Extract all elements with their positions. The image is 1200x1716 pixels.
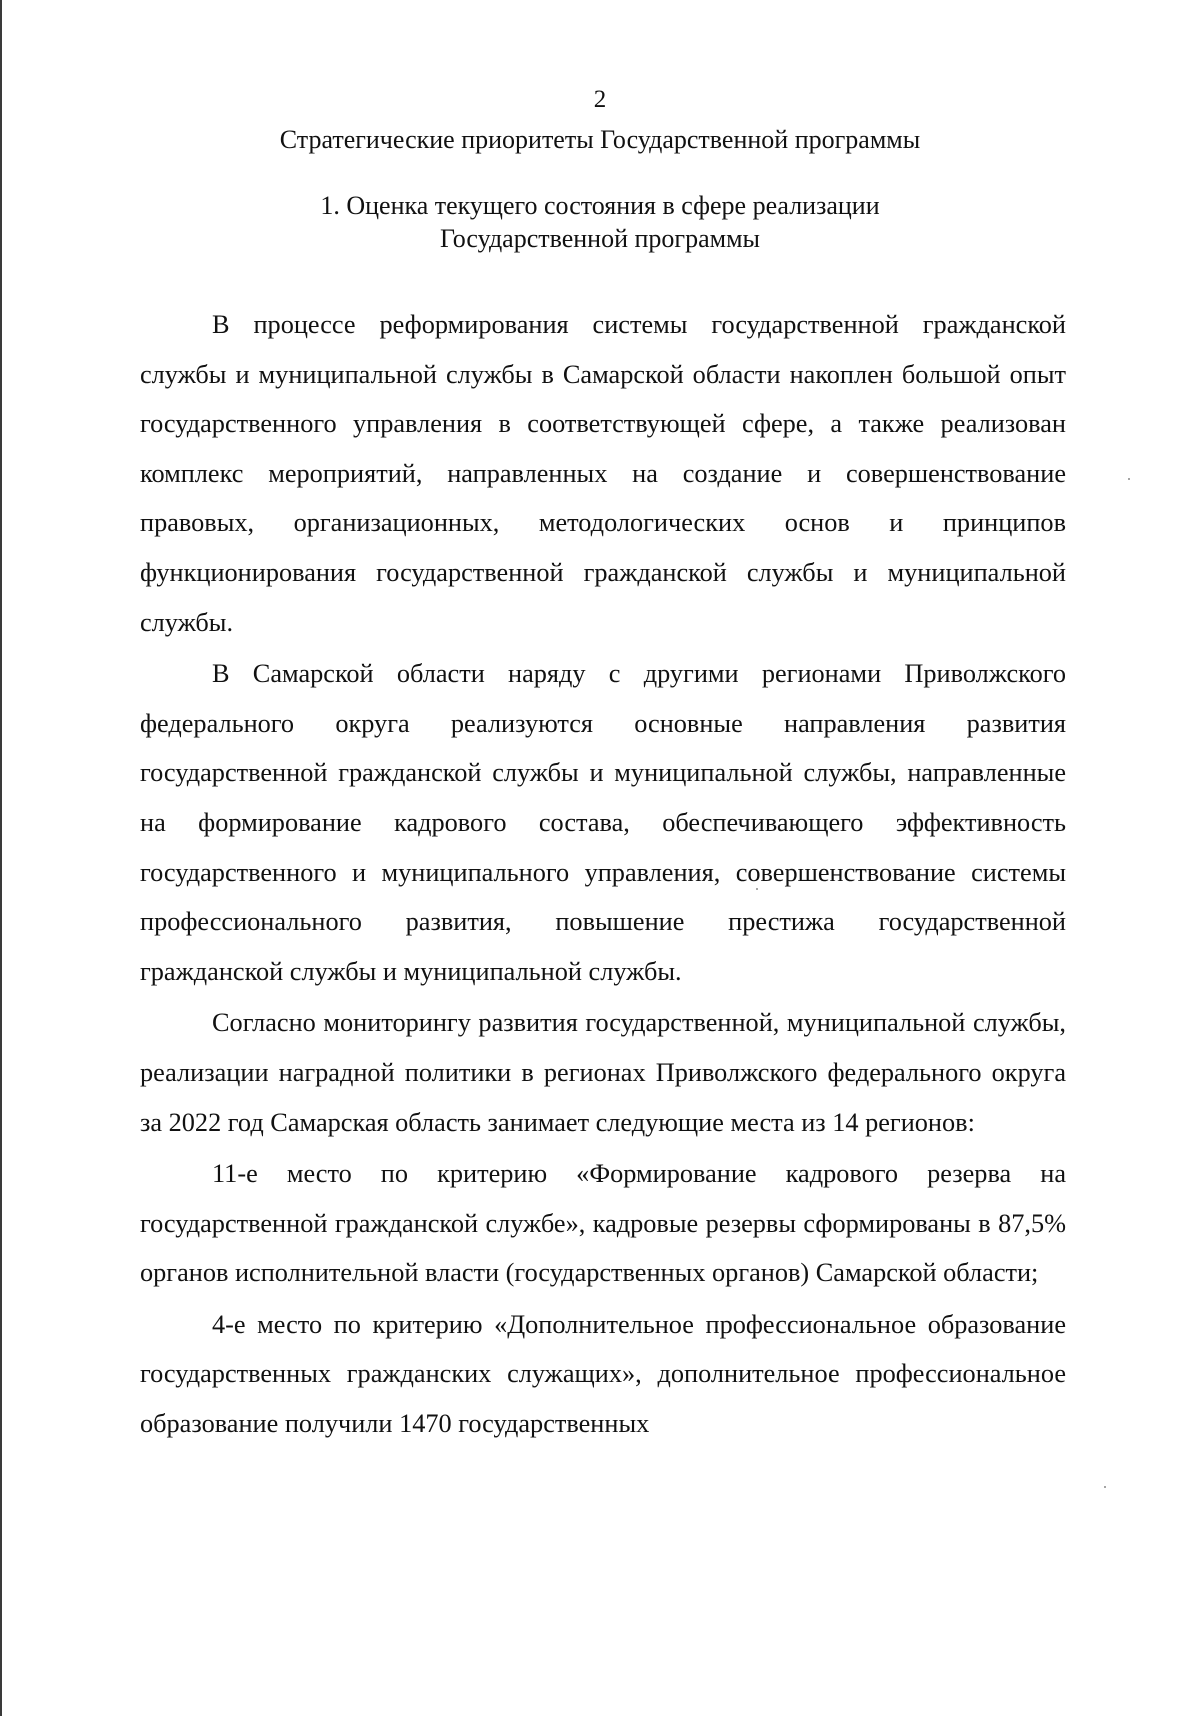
scan-edge: [0, 0, 2, 1716]
section-heading-line: Государственной программы: [439, 224, 761, 253]
section-heading-line: 1. Оценка текущего состояния в сфере реализации: [320, 191, 880, 220]
document-title: Стратегические приоритеты Государственной программы: [279, 125, 921, 154]
scan-speck: [1104, 1486, 1106, 1488]
paragraph: В процессе реформирования системы государственной гражданской службы и муниципальной службы в Самарской области накоплен большой опыт государственного управления в соответствующей сфере, а также реализован комплекс мероприятий, направленных на создание и совершенствование правовых, организационных, методологических основ и принципов функционирования государственной гражданской службы и муниципальной службы.: [140, 310, 1066, 637]
paragraph: В Самарской области наряду с другими регионами Приволжского федерального округа реализуются основные направления развития государственной гражданской службы и муниципальной службы, направленные на формирование кадрового состава, обеспечивающего эффективность государственного и муниципального управления, совершенствование системы профессионального развития, повышение престижа государственной гражданской службы и муниципальной службы.: [140, 659, 1066, 986]
paragraph: 11-е место по критерию «Формирование кадрового резерва на государственной гражданской службе», кадровые резервы сформированы в 87,5% органов исполнительной власти (государственных органов) Самарской области;: [140, 1159, 1066, 1288]
section-heading: [0, 189, 1200, 255]
paragraph: Согласно мониторингу развития государственной, муниципальной службы, реализации наградной политики в регионах Приволжского федерального округа за 2022 год Самарская область занимает следующие места из 14 регионов:: [140, 1008, 1066, 1137]
scan-speck: [1128, 478, 1130, 480]
page-number: 2: [593, 86, 607, 113]
paragraph: 4-е место по критерию «Дополнительное профессиональное образование государственных гражданских служащих», дополнительное профессиональное образование получили 1470 государственных: [140, 1309, 1066, 1439]
body-text: [140, 300, 1066, 1449]
